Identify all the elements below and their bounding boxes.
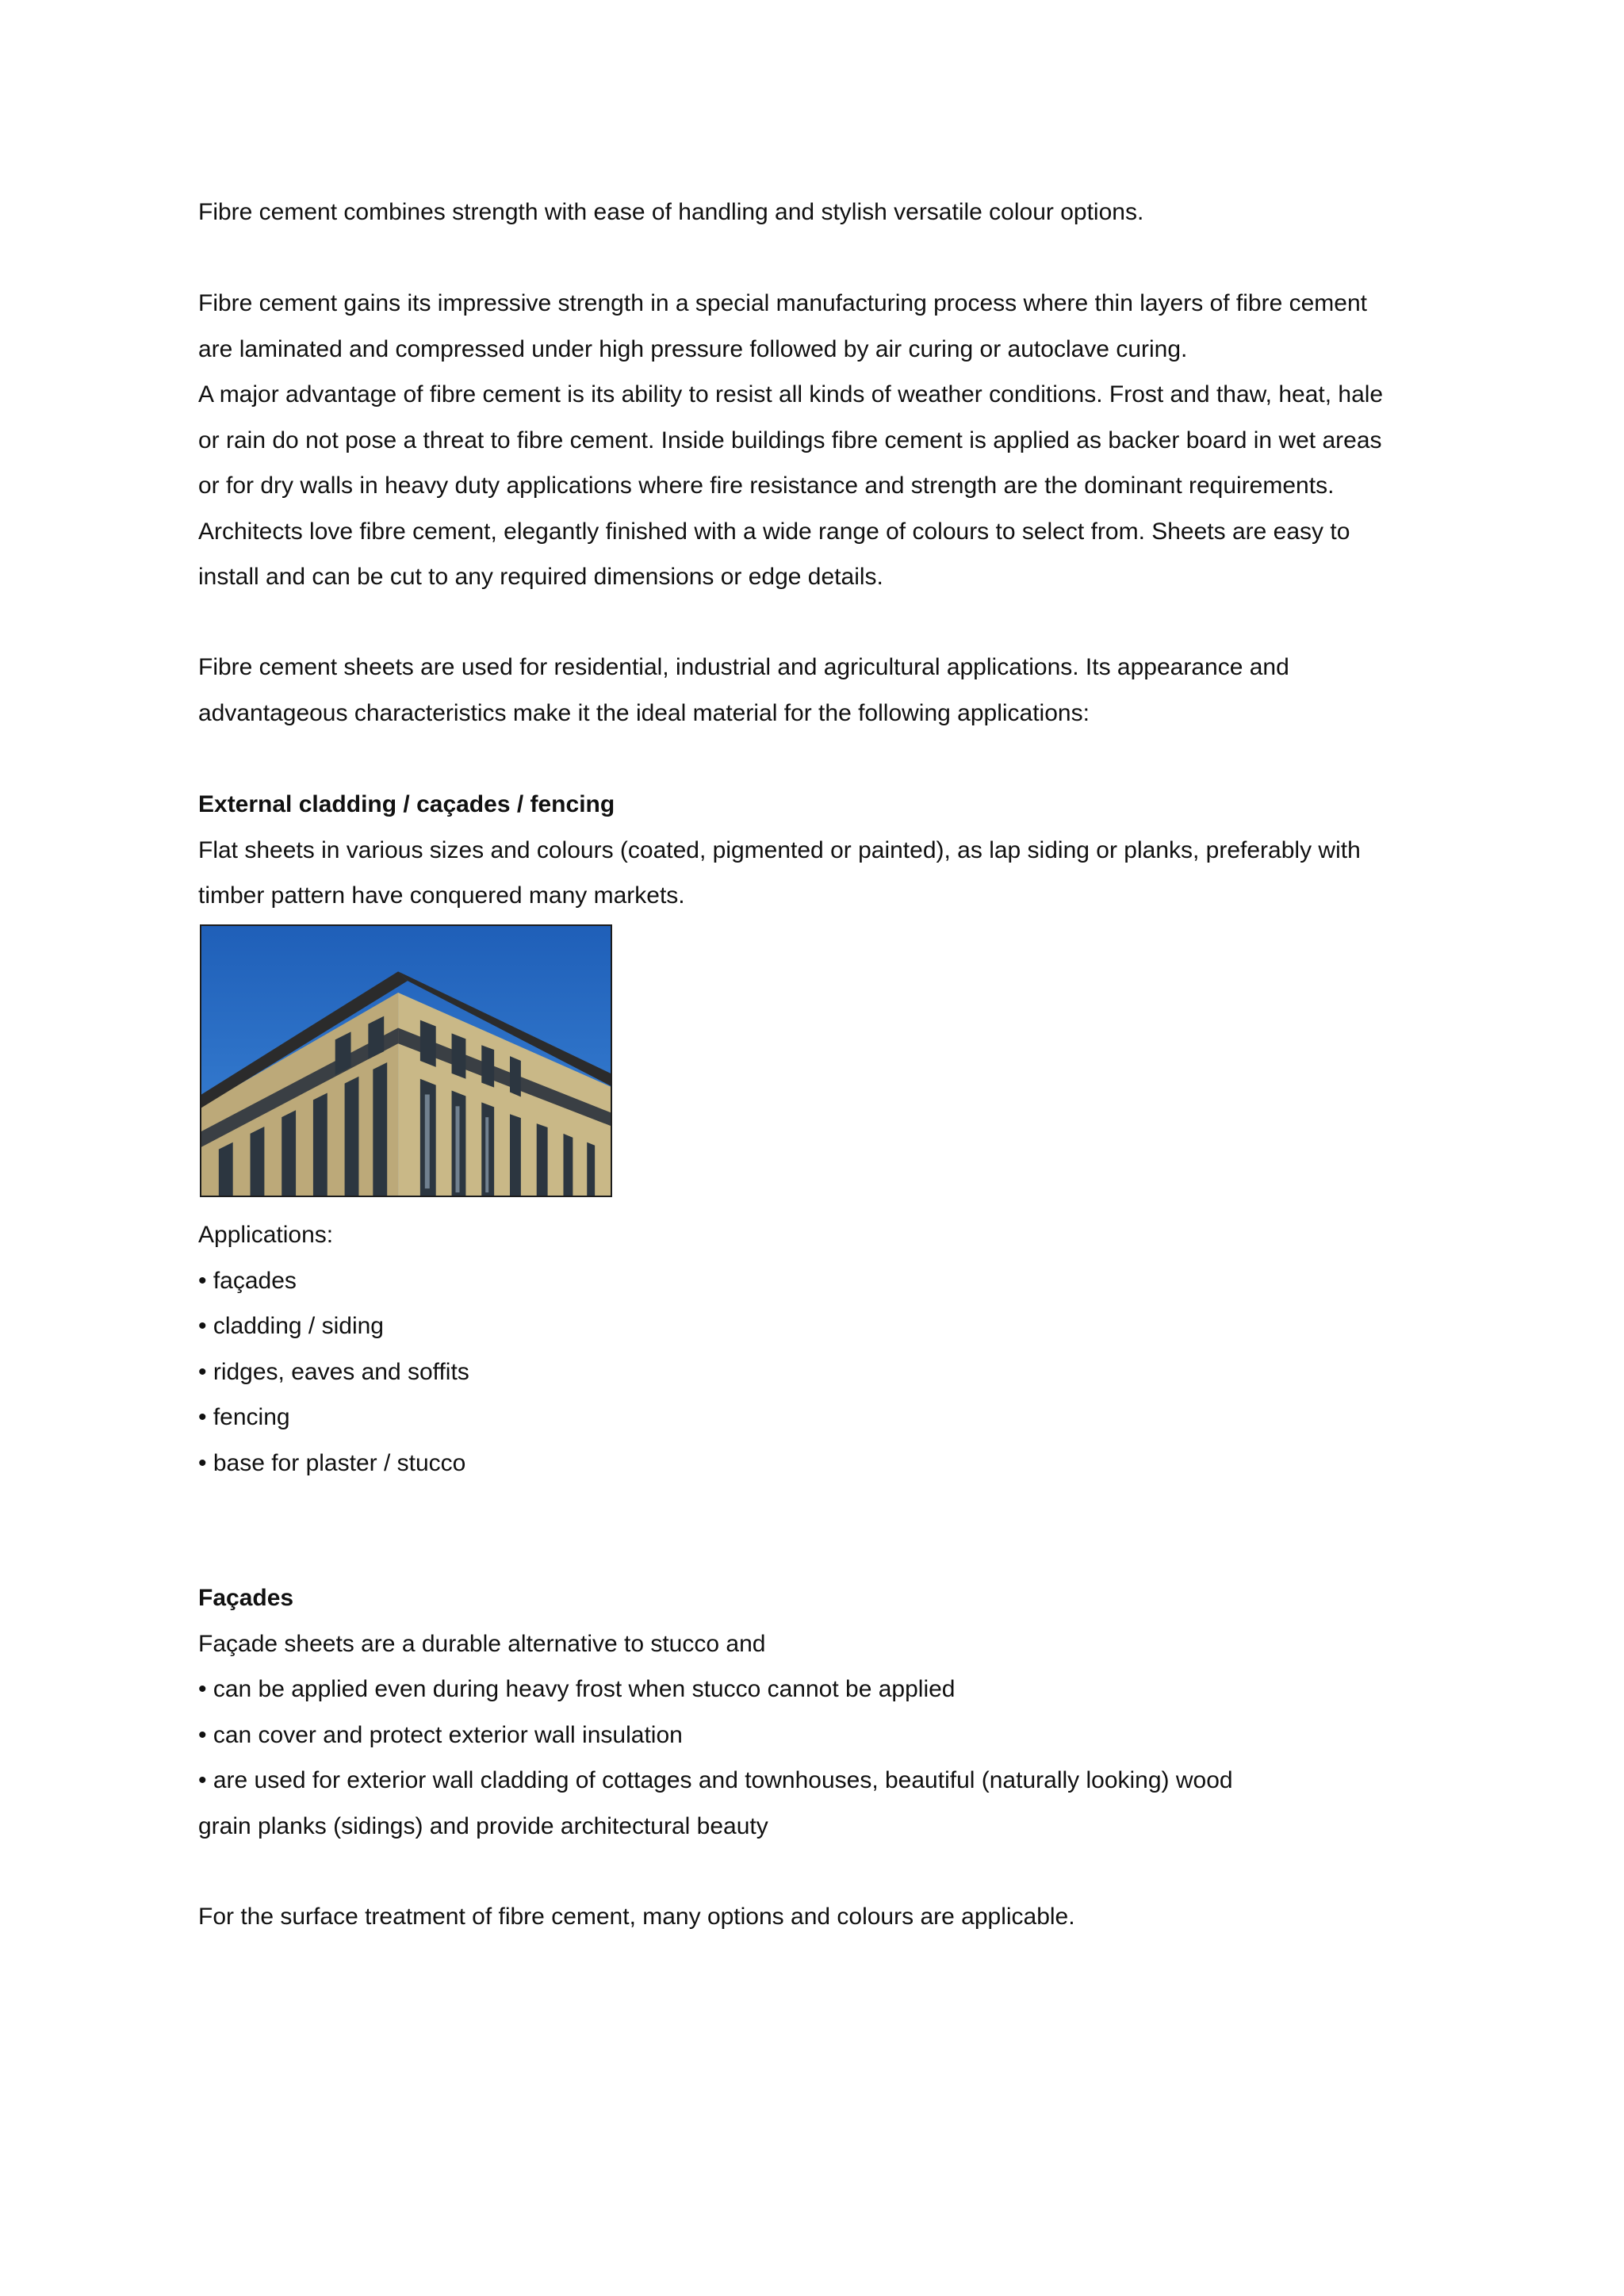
- strength-line-6: Architects love fibre cement, elegantly finished with a wide range of colours to select from. Sheets are easy to: [198, 518, 1350, 545]
- facades-line-1: Façade sheets are a durable alternative to stucco and: [198, 1630, 766, 1657]
- external-line-1: Flat sheets in various sizes and colours (coated, pigmented or painted), as lap siding or planks, preferably with: [198, 836, 1361, 863]
- facades-heading: Façades: [198, 1585, 294, 1611]
- applications-label: Applications:: [198, 1222, 334, 1248]
- strength-line-1: Fibre cement gains its impressive strength in a special manufacturing process where thin layers of fibre cement: [198, 290, 1367, 316]
- external-line-2: timber pattern have conquered many markets.: [198, 882, 685, 909]
- facades-section: [198, 1575, 1233, 1849]
- uses-line-1: Fibre cement sheets are used for residential, industrial and agricultural applications. Its appearance and: [198, 654, 1289, 680]
- applications-item-1: • façades: [198, 1267, 297, 1294]
- building-facade-photo: [200, 924, 612, 1197]
- surface-line: For the surface treatment of fibre cement, many options and colours are applicable.: [198, 1904, 1075, 1930]
- intro-line: Fibre cement combines strength with ease of handling and stylish versatile colour options.: [198, 199, 1144, 225]
- uses-line-2: advantageous characteristics make it the ideal material for the following applications:: [198, 699, 1090, 726]
- facades-line-5: grain planks (sidings) and provide architectural beauty: [198, 1812, 768, 1839]
- applications-item-2: • cladding / siding: [198, 1313, 384, 1339]
- strength-line-4: or rain do not pose a threat to fibre cement. Inside buildings fibre cement is applied as backer board in wet areas: [198, 427, 1382, 453]
- applications-list: [198, 1212, 469, 1486]
- uses-paragraph: [198, 645, 1289, 736]
- surface-paragraph: [198, 1894, 1075, 1940]
- intro-paragraph: [198, 189, 1143, 235]
- strength-line-3: A major advantage of fibre cement is its ability to resist all kinds of weather conditions. Frost and thaw, heat, hale: [198, 381, 1384, 408]
- strength-line-2: are laminated and compressed under high pressure followed by air curing or autoclave curing.: [198, 335, 1188, 362]
- applications-item-4: • fencing: [198, 1404, 290, 1430]
- facades-line-3: • can cover and protect exterior wall insulation: [198, 1721, 683, 1748]
- applications-item-5: • base for plaster / stucco: [198, 1449, 466, 1476]
- strength-paragraph: [198, 281, 1383, 600]
- external-cladding-section: [198, 782, 1361, 919]
- building-facade-illustration: [201, 926, 611, 1196]
- external-cladding-heading: External cladding / caçades / fencing: [198, 791, 615, 817]
- facades-line-4: • are used for exterior wall cladding of cottages and townhouses, beautiful (naturally looking) wood: [198, 1767, 1233, 1793]
- applications-item-3: • ridges, eaves and soffits: [198, 1358, 469, 1385]
- facades-line-2: • can be applied even during heavy frost when stucco cannot be applied: [198, 1676, 956, 1702]
- strength-line-7: install and can be cut to any required dimensions or edge details.: [198, 564, 883, 590]
- strength-line-5: or for dry walls in heavy duty applications where fire resistance and strength are the dominant requirements.: [198, 473, 1335, 499]
